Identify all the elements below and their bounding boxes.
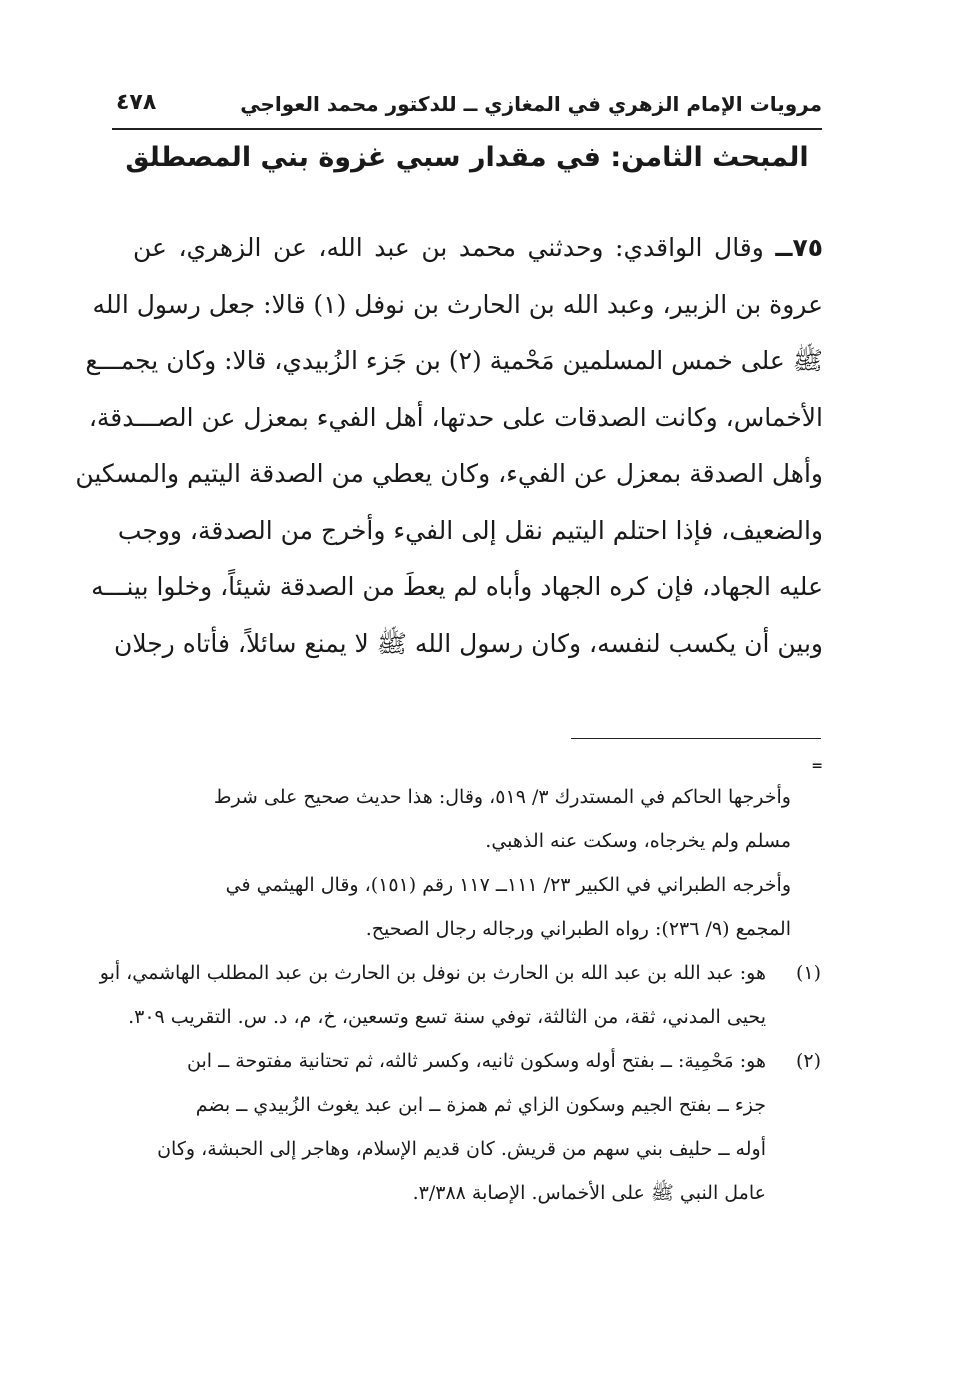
footnote-line: يحيى المدني، ثقة، من الثالثة، توفي سنة تسع وتسعين، خ، م، د. س. التقريب ٣٠٩. [128, 1006, 766, 1028]
body-line: عروة بن الزبير، وعبد الله بن الحارث بن نوفل (١) قالا: جعل رسول الله [92, 289, 823, 319]
main-text [75, 220, 823, 672]
body-line: وأهل الصدقة بمعزل عن الفيء، وكان يعطي من الصدقة اليتيم والمسكين [75, 459, 823, 488]
footnote-line: وأخرجها الحاكم في المستدرك ٣/ ٥١٩، وقال: هذا حديث صحيح على شرط [213, 786, 791, 808]
footnotes [99, 775, 821, 1215]
footnote-number: (٢) [795, 1050, 821, 1072]
body-line: وبين أن يكسب لنفسه، وكان رسول الله ﷺ لا يمنع سائلاً، فأتاه رجلان [113, 628, 823, 658]
body-line: والضعيف، فإذا احتلم اليتيم نقل إلى الفيء وأخرج من الصدقة، ووجب [117, 515, 823, 545]
footnote-line: أوله ــ حليف بني سهم من قريش. كان قديم الإسلام، وهاجر إلى الحبشة، وكان [157, 1138, 766, 1160]
footnote-line: عامل النبي ﷺ على الأخماس. الإصابة ٣/٣٨٨. [412, 1182, 766, 1204]
footnote-separator [571, 738, 821, 739]
section-title: المبحث الثامن: في مقدار سبي غزوة بني المصطلق [125, 142, 809, 173]
footnote-2: (٢)هو: مَحْمِية: ــ بفتح أوله وسكون ثانيه، وكسر ثالثه، ثم تحتانية مفتوحة ــ ابن [111, 1039, 821, 1083]
body-line: عليه الجهاد، فإن كره الجهاد وأباه لم يعطَ من الصدقة شيئاً، وخلوا بينـــه [91, 572, 823, 601]
body-line: الأخماس، وكانت الصدقات على حدتها، أهل الفيء بمعزل عن الصـــدقة، [88, 402, 823, 432]
body-line: ٧٥ــ وقال الواقدي: وحدثني محمد بن عبد الله، عن الزهري، عن [133, 233, 823, 262]
hadith-number: ٧٥ــ [775, 233, 823, 262]
footnote-line: مسلم ولم يخرجاه، وسكت عنه الذهبي. [485, 830, 791, 852]
page-number: ٤٧٨ [116, 90, 157, 115]
footnote-line: جزء ــ بفتح الجيم وسكون الزاي ثم همزة ــ ابن عبد يغوث الزُبيدي ــ بضم [195, 1094, 766, 1116]
footnote-line: المجمع (٩/ ٢٣٦): رواه الطبراني ورجاله رجال الصحيح. [365, 918, 791, 940]
footnote-line: وأخرجه الطبراني في الكبير ٢٣/ ١١١ــ ١١٧ رقم (١٥١)، وقال الهيثمي في [225, 874, 791, 896]
footnote-1: (١)هو: عبد الله بن عبد الله بن الحارث بن نوفل بن الحارث بن عبد المطلب الهاشمي، أبو [111, 951, 821, 995]
running-header [112, 88, 822, 130]
continuation-mark: = [811, 758, 823, 774]
body-line: ﷺ على خمس المسلمين مَحْمية (٢) بن جَزء الزُبيدي، قالا: وكان يجمـــع [85, 346, 823, 375]
footnote-number: (١) [795, 962, 821, 984]
running-title: مرويات الإمام الزهري في المغازي ــ للدكتور محمد العواجي [240, 92, 822, 116]
